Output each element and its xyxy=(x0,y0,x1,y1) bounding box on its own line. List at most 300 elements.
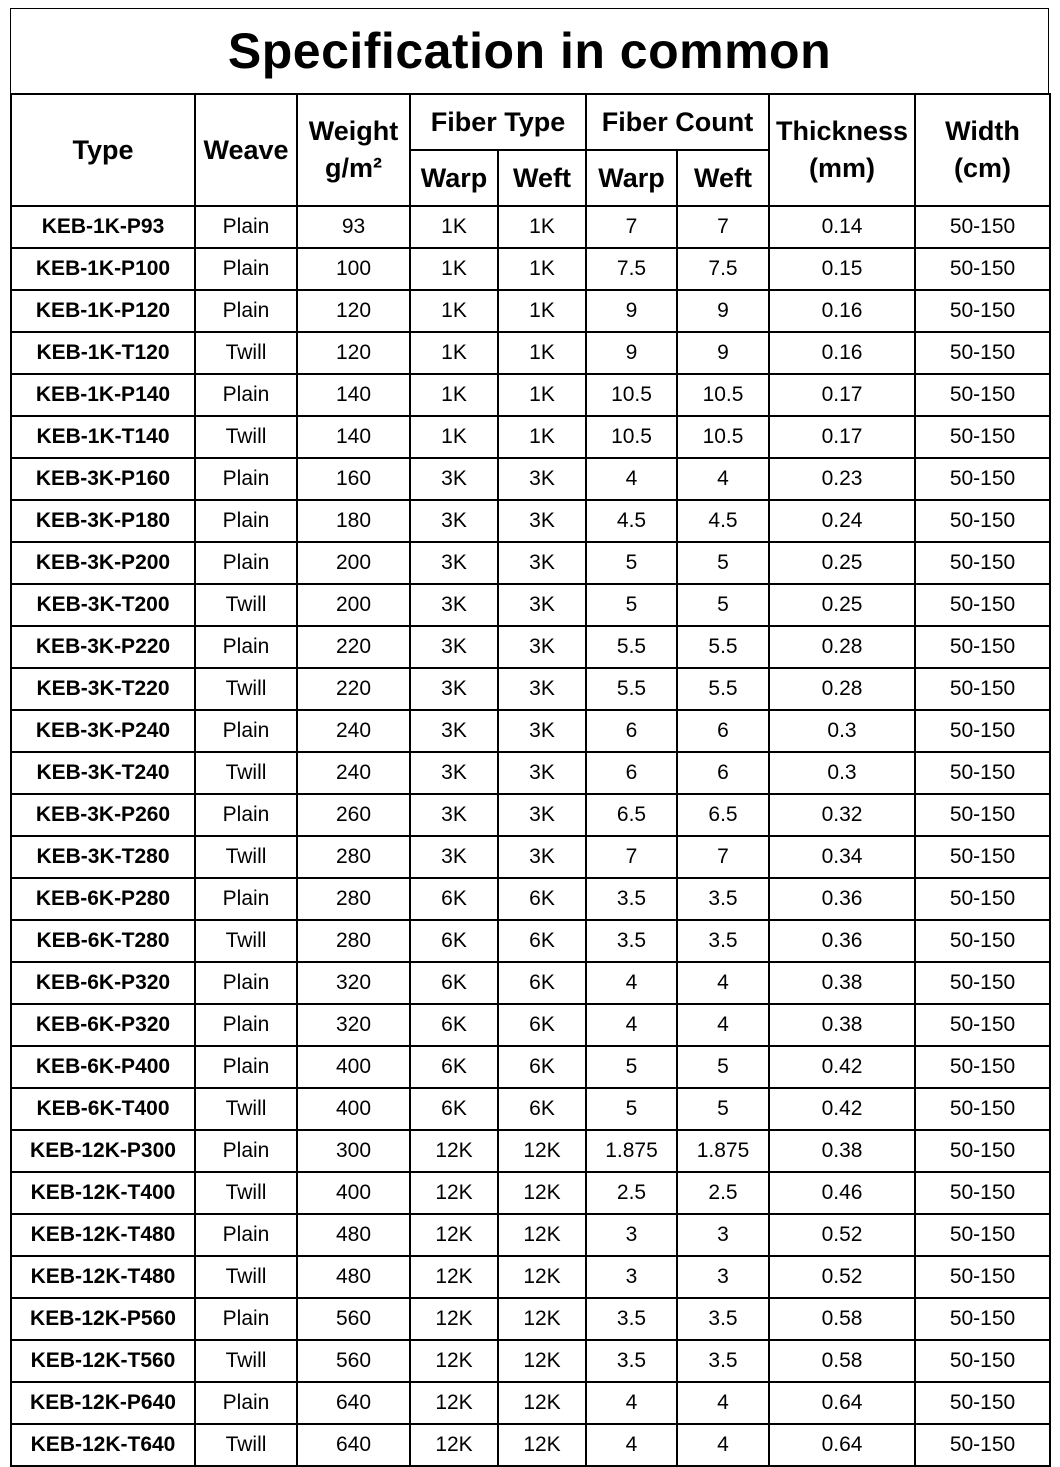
cell-fiber-count-weft: 7 xyxy=(677,836,769,878)
cell-weave: Plain xyxy=(195,1046,297,1088)
cell-fiber-count-weft: 3.5 xyxy=(677,878,769,920)
cell-fiber-type-warp: 3K xyxy=(410,500,498,542)
cell-fiber-type-weft: 6K xyxy=(498,920,586,962)
cell-fiber-count-weft: 6 xyxy=(677,710,769,752)
cell-fiber-type-warp: 12K xyxy=(410,1130,498,1172)
cell-fiber-type-warp: 6K xyxy=(410,920,498,962)
cell-type: KEB-6K-P320 xyxy=(11,1004,195,1046)
cell-thickness: 0.16 xyxy=(769,290,915,332)
cell-weight: 320 xyxy=(297,962,410,1004)
cell-weight: 220 xyxy=(297,668,410,710)
header-fiber-count: Fiber Count xyxy=(586,94,769,150)
cell-fiber-count-weft: 7.5 xyxy=(677,248,769,290)
table-body xyxy=(11,206,1050,1466)
cell-fiber-type-weft: 6K xyxy=(498,1088,586,1130)
cell-weave: Plain xyxy=(195,962,297,1004)
cell-fiber-count-weft: 2.5 xyxy=(677,1172,769,1214)
cell-width: 50-150 xyxy=(915,500,1050,542)
cell-fiber-count-warp: 9 xyxy=(586,332,677,374)
cell-fiber-type-warp: 6K xyxy=(410,1088,498,1130)
cell-type: KEB-3K-P220 xyxy=(11,626,195,668)
cell-fiber-type-weft: 1K xyxy=(498,332,586,374)
cell-fiber-count-warp: 9 xyxy=(586,290,677,332)
cell-weave: Twill xyxy=(195,1424,297,1466)
cell-fiber-type-warp: 12K xyxy=(410,1340,498,1382)
cell-weight: 320 xyxy=(297,1004,410,1046)
cell-width: 50-150 xyxy=(915,626,1050,668)
cell-fiber-count-weft: 7 xyxy=(677,206,769,248)
cell-weight: 300 xyxy=(297,1130,410,1172)
cell-fiber-type-warp: 1K xyxy=(410,416,498,458)
cell-fiber-type-weft: 3K xyxy=(498,794,586,836)
cell-fiber-count-warp: 6.5 xyxy=(586,794,677,836)
cell-weight: 140 xyxy=(297,374,410,416)
cell-thickness: 0.28 xyxy=(769,626,915,668)
cell-fiber-type-weft: 6K xyxy=(498,1004,586,1046)
cell-fiber-type-warp: 12K xyxy=(410,1424,498,1466)
cell-type: KEB-6K-P320 xyxy=(11,962,195,1004)
cell-fiber-type-warp: 6K xyxy=(410,962,498,1004)
cell-weight: 400 xyxy=(297,1046,410,1088)
cell-width: 50-150 xyxy=(915,1046,1050,1088)
cell-thickness: 0.36 xyxy=(769,920,915,962)
table-row xyxy=(11,1382,1050,1424)
cell-weight: 240 xyxy=(297,752,410,794)
table-row xyxy=(11,332,1050,374)
cell-fiber-type-warp: 3K xyxy=(410,794,498,836)
cell-weight: 280 xyxy=(297,878,410,920)
table-row xyxy=(11,668,1050,710)
cell-weight: 280 xyxy=(297,920,410,962)
cell-fiber-type-weft: 6K xyxy=(498,962,586,1004)
cell-type: KEB-3K-T280 xyxy=(11,836,195,878)
cell-fiber-type-warp: 1K xyxy=(410,332,498,374)
cell-type: KEB-1K-P120 xyxy=(11,290,195,332)
cell-fiber-type-warp: 12K xyxy=(410,1298,498,1340)
cell-weight: 200 xyxy=(297,542,410,584)
cell-weave: Plain xyxy=(195,458,297,500)
cell-type: KEB-1K-P100 xyxy=(11,248,195,290)
table-row xyxy=(11,878,1050,920)
cell-thickness: 0.46 xyxy=(769,1172,915,1214)
cell-weave: Plain xyxy=(195,1298,297,1340)
cell-fiber-type-weft: 1K xyxy=(498,206,586,248)
table-row xyxy=(11,962,1050,1004)
cell-weight: 260 xyxy=(297,794,410,836)
cell-fiber-type-weft: 6K xyxy=(498,1046,586,1088)
cell-width: 50-150 xyxy=(915,290,1050,332)
cell-weight: 160 xyxy=(297,458,410,500)
cell-fiber-count-warp: 6 xyxy=(586,710,677,752)
cell-type: KEB-12K-T400 xyxy=(11,1172,195,1214)
cell-thickness: 0.58 xyxy=(769,1340,915,1382)
cell-fiber-count-warp: 3.5 xyxy=(586,920,677,962)
cell-fiber-type-weft: 1K xyxy=(498,248,586,290)
cell-fiber-count-warp: 3 xyxy=(586,1256,677,1298)
cell-type: KEB-3K-T200 xyxy=(11,584,195,626)
cell-weight: 120 xyxy=(297,290,410,332)
cell-fiber-count-weft: 3.5 xyxy=(677,1340,769,1382)
cell-fiber-type-weft: 12K xyxy=(498,1340,586,1382)
table-row xyxy=(11,1340,1050,1382)
cell-fiber-count-warp: 4 xyxy=(586,1004,677,1046)
cell-fiber-count-weft: 4 xyxy=(677,962,769,1004)
cell-fiber-count-warp: 5 xyxy=(586,584,677,626)
cell-thickness: 0.15 xyxy=(769,248,915,290)
cell-fiber-count-weft: 3 xyxy=(677,1256,769,1298)
cell-weave: Plain xyxy=(195,626,297,668)
cell-thickness: 0.17 xyxy=(769,416,915,458)
cell-fiber-count-warp: 5.5 xyxy=(586,626,677,668)
page-title: Specification in common xyxy=(227,23,832,79)
table-row xyxy=(11,920,1050,962)
cell-width: 50-150 xyxy=(915,752,1050,794)
table-row xyxy=(11,626,1050,668)
cell-fiber-count-weft: 3 xyxy=(677,1214,769,1256)
header-weight-unit: g/m² xyxy=(325,153,382,183)
table-row xyxy=(11,1046,1050,1088)
cell-thickness: 0.3 xyxy=(769,752,915,794)
cell-fiber-count-warp: 10.5 xyxy=(586,416,677,458)
cell-weight: 560 xyxy=(297,1298,410,1340)
cell-weave: Twill xyxy=(195,1088,297,1130)
cell-fiber-count-warp: 2.5 xyxy=(586,1172,677,1214)
cell-fiber-type-warp: 3K xyxy=(410,584,498,626)
cell-weave: Twill xyxy=(195,668,297,710)
cell-thickness: 0.34 xyxy=(769,836,915,878)
cell-fiber-type-weft: 3K xyxy=(498,542,586,584)
cell-width: 50-150 xyxy=(915,1256,1050,1298)
cell-type: KEB-12K-P560 xyxy=(11,1298,195,1340)
cell-type: KEB-3K-P160 xyxy=(11,458,195,500)
cell-width: 50-150 xyxy=(915,878,1050,920)
table-row xyxy=(11,1298,1050,1340)
cell-fiber-count-weft: 6 xyxy=(677,752,769,794)
cell-weave: Plain xyxy=(195,710,297,752)
cell-fiber-type-weft: 12K xyxy=(498,1424,586,1466)
cell-fiber-type-warp: 3K xyxy=(410,542,498,584)
cell-fiber-count-weft: 4 xyxy=(677,1382,769,1424)
table-row xyxy=(11,374,1050,416)
cell-fiber-type-weft: 12K xyxy=(498,1172,586,1214)
cell-width: 50-150 xyxy=(915,1340,1050,1382)
cell-fiber-type-weft: 3K xyxy=(498,668,586,710)
cell-thickness: 0.42 xyxy=(769,1088,915,1130)
cell-weight: 180 xyxy=(297,500,410,542)
cell-type: KEB-1K-T140 xyxy=(11,416,195,458)
cell-fiber-count-weft: 4 xyxy=(677,1424,769,1466)
header-width xyxy=(915,94,1050,206)
cell-thickness: 0.25 xyxy=(769,542,915,584)
cell-width: 50-150 xyxy=(915,920,1050,962)
cell-thickness: 0.38 xyxy=(769,962,915,1004)
cell-type: KEB-3K-P240 xyxy=(11,710,195,752)
header-thickness xyxy=(769,94,915,206)
cell-fiber-type-weft: 3K xyxy=(498,710,586,752)
header-fiber-type-warp: Warp xyxy=(410,150,498,206)
cell-type: KEB-3K-T220 xyxy=(11,668,195,710)
table-row xyxy=(11,710,1050,752)
cell-fiber-count-warp: 5 xyxy=(586,542,677,584)
cell-fiber-type-warp: 3K xyxy=(410,752,498,794)
cell-fiber-type-weft: 3K xyxy=(498,626,586,668)
table-row xyxy=(11,584,1050,626)
cell-fiber-type-weft: 1K xyxy=(498,374,586,416)
table-row xyxy=(11,500,1050,542)
cell-fiber-type-warp: 12K xyxy=(410,1214,498,1256)
table-row xyxy=(11,794,1050,836)
header-width-label: Width xyxy=(945,116,1020,146)
cell-width: 50-150 xyxy=(915,584,1050,626)
cell-weave: Plain xyxy=(195,500,297,542)
header-type: Type xyxy=(11,94,195,206)
cell-fiber-count-weft: 5 xyxy=(677,584,769,626)
cell-weave: Plain xyxy=(195,290,297,332)
table-row xyxy=(11,542,1050,584)
cell-weave: Plain xyxy=(195,206,297,248)
cell-weight: 400 xyxy=(297,1088,410,1130)
cell-thickness: 0.24 xyxy=(769,500,915,542)
cell-fiber-count-warp: 6 xyxy=(586,752,677,794)
cell-thickness: 0.16 xyxy=(769,332,915,374)
table-row xyxy=(11,206,1050,248)
cell-fiber-type-weft: 12K xyxy=(498,1214,586,1256)
cell-fiber-count-warp: 7 xyxy=(586,206,677,248)
cell-thickness: 0.38 xyxy=(769,1130,915,1172)
cell-fiber-count-weft: 3.5 xyxy=(677,1298,769,1340)
cell-fiber-count-warp: 3 xyxy=(586,1214,677,1256)
cell-fiber-type-weft: 1K xyxy=(498,416,586,458)
cell-fiber-count-warp: 4.5 xyxy=(586,500,677,542)
cell-type: KEB-1K-T120 xyxy=(11,332,195,374)
cell-weight: 480 xyxy=(297,1256,410,1298)
cell-type: KEB-3K-P200 xyxy=(11,542,195,584)
cell-fiber-count-weft: 6.5 xyxy=(677,794,769,836)
cell-fiber-count-warp: 1.875 xyxy=(586,1130,677,1172)
cell-fiber-count-weft: 5 xyxy=(677,1088,769,1130)
header-weight-label: Weight xyxy=(308,116,399,146)
cell-weave: Twill xyxy=(195,332,297,374)
cell-type: KEB-6K-T280 xyxy=(11,920,195,962)
cell-weight: 93 xyxy=(297,206,410,248)
cell-fiber-type-warp: 12K xyxy=(410,1256,498,1298)
cell-thickness: 0.23 xyxy=(769,458,915,500)
cell-width: 50-150 xyxy=(915,962,1050,1004)
cell-weave: Plain xyxy=(195,1214,297,1256)
spec-table xyxy=(10,93,1051,1467)
table-row xyxy=(11,290,1050,332)
cell-fiber-type-warp: 3K xyxy=(410,668,498,710)
cell-type: KEB-12K-P300 xyxy=(11,1130,195,1172)
cell-type: KEB-6K-P280 xyxy=(11,878,195,920)
cell-width: 50-150 xyxy=(915,332,1050,374)
cell-fiber-type-weft: 1K xyxy=(498,290,586,332)
cell-thickness: 0.28 xyxy=(769,668,915,710)
cell-thickness: 0.32 xyxy=(769,794,915,836)
cell-type: KEB-12K-T480 xyxy=(11,1256,195,1298)
table-row xyxy=(11,416,1050,458)
cell-weave: Twill xyxy=(195,752,297,794)
cell-fiber-type-warp: 1K xyxy=(410,290,498,332)
cell-fiber-type-weft: 3K xyxy=(498,500,586,542)
cell-thickness: 0.14 xyxy=(769,206,915,248)
cell-fiber-count-warp: 5 xyxy=(586,1046,677,1088)
cell-fiber-count-weft: 4.5 xyxy=(677,500,769,542)
cell-thickness: 0.17 xyxy=(769,374,915,416)
cell-thickness: 0.64 xyxy=(769,1424,915,1466)
cell-fiber-type-warp: 6K xyxy=(410,1046,498,1088)
cell-fiber-type-weft: 3K xyxy=(498,458,586,500)
cell-weight: 480 xyxy=(297,1214,410,1256)
cell-weave: Plain xyxy=(195,878,297,920)
title-box xyxy=(10,8,1049,93)
cell-fiber-count-weft: 4 xyxy=(677,458,769,500)
table-row xyxy=(11,1004,1050,1046)
cell-fiber-type-warp: 3K xyxy=(410,458,498,500)
cell-width: 50-150 xyxy=(915,1382,1050,1424)
cell-fiber-type-weft: 3K xyxy=(498,752,586,794)
cell-weave: Plain xyxy=(195,248,297,290)
cell-fiber-type-warp: 12K xyxy=(410,1172,498,1214)
cell-width: 50-150 xyxy=(915,542,1050,584)
cell-fiber-type-warp: 3K xyxy=(410,626,498,668)
cell-weave: Twill xyxy=(195,584,297,626)
cell-weave: Twill xyxy=(195,416,297,458)
cell-fiber-type-warp: 3K xyxy=(410,836,498,878)
cell-weight: 640 xyxy=(297,1424,410,1466)
cell-fiber-count-weft: 9 xyxy=(677,290,769,332)
cell-fiber-count-weft: 3.5 xyxy=(677,920,769,962)
cell-thickness: 0.52 xyxy=(769,1256,915,1298)
cell-weight: 280 xyxy=(297,836,410,878)
cell-fiber-type-weft: 12K xyxy=(498,1298,586,1340)
cell-fiber-type-warp: 1K xyxy=(410,248,498,290)
cell-thickness: 0.58 xyxy=(769,1298,915,1340)
cell-fiber-count-weft: 5.5 xyxy=(677,668,769,710)
cell-width: 50-150 xyxy=(915,458,1050,500)
cell-fiber-count-weft: 5 xyxy=(677,542,769,584)
cell-fiber-count-warp: 4 xyxy=(586,962,677,1004)
cell-weave: Plain xyxy=(195,1004,297,1046)
cell-thickness: 0.38 xyxy=(769,1004,915,1046)
cell-fiber-type-warp: 6K xyxy=(410,1004,498,1046)
header-thickness-unit: (mm) xyxy=(809,153,876,183)
cell-fiber-type-weft: 3K xyxy=(498,584,586,626)
cell-type: KEB-3K-T240 xyxy=(11,752,195,794)
cell-width: 50-150 xyxy=(915,1172,1050,1214)
table-row xyxy=(11,1172,1050,1214)
cell-type: KEB-12K-T640 xyxy=(11,1424,195,1466)
cell-width: 50-150 xyxy=(915,206,1050,248)
table-row xyxy=(11,1256,1050,1298)
cell-type: KEB-1K-P93 xyxy=(11,206,195,248)
header-row-top xyxy=(11,94,1050,150)
cell-weight: 220 xyxy=(297,626,410,668)
header-thickness-label: Thickness xyxy=(775,116,909,146)
cell-fiber-count-warp: 4 xyxy=(586,1382,677,1424)
cell-weave: Plain xyxy=(195,542,297,584)
cell-weave: Twill xyxy=(195,1256,297,1298)
cell-width: 50-150 xyxy=(915,836,1050,878)
header-fiber-type-weft: Weft xyxy=(498,150,586,206)
cell-type: KEB-12K-T560 xyxy=(11,1340,195,1382)
cell-fiber-count-weft: 5.5 xyxy=(677,626,769,668)
cell-type: KEB-3K-P180 xyxy=(11,500,195,542)
table-row xyxy=(11,248,1050,290)
cell-fiber-count-warp: 5.5 xyxy=(586,668,677,710)
cell-width: 50-150 xyxy=(915,416,1050,458)
cell-type: KEB-12K-P640 xyxy=(11,1382,195,1424)
header-fiber-type: Fiber Type xyxy=(410,94,586,150)
cell-weight: 400 xyxy=(297,1172,410,1214)
cell-weave: Plain xyxy=(195,1130,297,1172)
spec-sheet xyxy=(10,8,1049,1467)
table-header xyxy=(11,94,1050,206)
cell-fiber-count-warp: 4 xyxy=(586,1424,677,1466)
table-row xyxy=(11,458,1050,500)
cell-thickness: 0.36 xyxy=(769,878,915,920)
cell-fiber-type-weft: 3K xyxy=(498,836,586,878)
cell-weight: 200 xyxy=(297,584,410,626)
cell-width: 50-150 xyxy=(915,794,1050,836)
cell-type: KEB-3K-P260 xyxy=(11,794,195,836)
cell-type: KEB-6K-T400 xyxy=(11,1088,195,1130)
cell-thickness: 0.64 xyxy=(769,1382,915,1424)
cell-weight: 100 xyxy=(297,248,410,290)
cell-width: 50-150 xyxy=(915,1298,1050,1340)
header-fiber-count-warp: Warp xyxy=(586,150,677,206)
table-row xyxy=(11,1214,1050,1256)
cell-type: KEB-1K-P140 xyxy=(11,374,195,416)
cell-weave: Twill xyxy=(195,920,297,962)
cell-fiber-type-warp: 1K xyxy=(410,374,498,416)
cell-fiber-type-weft: 12K xyxy=(498,1256,586,1298)
table-row xyxy=(11,836,1050,878)
table-row xyxy=(11,752,1050,794)
cell-type: KEB-12K-T480 xyxy=(11,1214,195,1256)
header-fiber-count-weft: Weft xyxy=(677,150,769,206)
cell-fiber-type-warp: 1K xyxy=(410,206,498,248)
cell-width: 50-150 xyxy=(915,374,1050,416)
cell-fiber-type-weft: 12K xyxy=(498,1382,586,1424)
cell-weight: 240 xyxy=(297,710,410,752)
cell-width: 50-150 xyxy=(915,1088,1050,1130)
cell-fiber-count-warp: 10.5 xyxy=(586,374,677,416)
cell-fiber-count-warp: 3.5 xyxy=(586,1340,677,1382)
table-row xyxy=(11,1088,1050,1130)
cell-weave: Twill xyxy=(195,836,297,878)
header-width-unit: (cm) xyxy=(954,153,1012,183)
cell-width: 50-150 xyxy=(915,668,1050,710)
header-weave: Weave xyxy=(195,94,297,206)
cell-fiber-count-warp: 3.5 xyxy=(586,1298,677,1340)
cell-weight: 560 xyxy=(297,1340,410,1382)
cell-fiber-count-warp: 4 xyxy=(586,458,677,500)
cell-width: 50-150 xyxy=(915,1424,1050,1466)
cell-thickness: 0.52 xyxy=(769,1214,915,1256)
cell-fiber-count-warp: 3.5 xyxy=(586,878,677,920)
cell-type: KEB-6K-P400 xyxy=(11,1046,195,1088)
cell-weave: Twill xyxy=(195,1172,297,1214)
cell-weave: Plain xyxy=(195,794,297,836)
cell-fiber-count-weft: 1.875 xyxy=(677,1130,769,1172)
cell-weave: Plain xyxy=(195,374,297,416)
cell-weave: Twill xyxy=(195,1340,297,1382)
cell-fiber-count-warp: 5 xyxy=(586,1088,677,1130)
cell-fiber-count-warp: 7.5 xyxy=(586,248,677,290)
cell-fiber-count-weft: 5 xyxy=(677,1046,769,1088)
cell-fiber-type-warp: 3K xyxy=(410,710,498,752)
